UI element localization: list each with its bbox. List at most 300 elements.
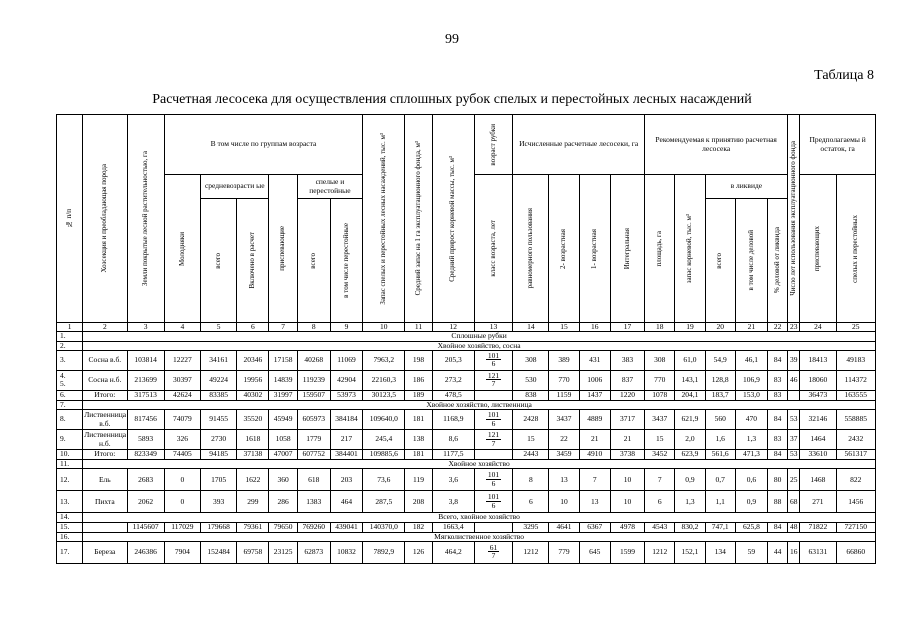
table-cell: 623,9 — [675, 450, 705, 460]
column-number: 17 — [610, 323, 644, 332]
table-cell: 618 — [297, 469, 330, 491]
table-cell: 91455 — [201, 410, 237, 430]
table-cell: 1058 — [269, 430, 297, 450]
table-cell: 53 — [788, 450, 800, 460]
table-cell: 163555 — [836, 390, 876, 400]
table-cell: 645 — [579, 541, 610, 563]
table-cell: 326 — [164, 430, 200, 450]
table-cell: 42904 — [330, 370, 362, 390]
header-cell: всего — [297, 199, 330, 323]
table-cell: 817456 — [127, 410, 164, 430]
table-cell: 119 — [405, 469, 432, 491]
table-cell: 66860 — [836, 541, 876, 563]
column-number: 14 — [513, 323, 549, 332]
table-cell: 464,2 — [432, 541, 474, 563]
column-number: 4 — [164, 323, 200, 332]
table-cell: 317513 — [127, 390, 164, 400]
table-cell: 13 — [549, 469, 579, 491]
table-cell: 213699 — [127, 370, 164, 390]
table-cell: 1618 — [237, 430, 269, 450]
header-cell: в том числе деловой — [735, 199, 767, 323]
table-cell: 431 — [579, 350, 610, 370]
table-cell: 0,9 — [735, 491, 767, 513]
table-cell: 779 — [549, 541, 579, 563]
table-cell: 14. — [57, 513, 83, 522]
table-cell: 179668 — [201, 522, 237, 532]
table-cell: 470 — [735, 410, 767, 430]
table-cell: 49224 — [201, 370, 237, 390]
table-cell: 1779 — [297, 430, 330, 450]
fraction-bottom: 6 — [491, 359, 496, 369]
age-class-fraction — [486, 431, 501, 447]
table-cell: 1599 — [610, 541, 644, 563]
table-cell: 7 — [579, 469, 610, 491]
table-cell: 119239 — [297, 370, 330, 390]
table-cell: 31997 — [269, 390, 297, 400]
table-cell: 79650 — [269, 522, 297, 532]
section-row — [57, 341, 876, 350]
header-cell: спелые и перестойные — [297, 175, 362, 199]
column-number: 5 — [201, 323, 237, 332]
table-cell: 217 — [330, 430, 362, 450]
table-cell: 53 — [788, 410, 800, 430]
table-cell: 83 — [768, 390, 788, 400]
table-cell: 37138 — [237, 450, 269, 460]
table-cell: 0,6 — [735, 469, 767, 491]
table-cell: 823349 — [127, 450, 164, 460]
table-cell: 1705 — [201, 469, 237, 491]
table-cell: 140370,0 — [363, 522, 405, 532]
header-cell: Земли покрытые лесной растительностью, га — [127, 115, 164, 323]
section-row — [57, 532, 876, 541]
table-cell: 7963,2 — [363, 350, 405, 370]
header-cell: возраст рубки — [474, 115, 512, 175]
fraction-top: 101 — [487, 410, 500, 420]
table-cell: 287,5 — [363, 491, 405, 513]
table-cell: 8. — [57, 410, 83, 430]
table-cell: 770 — [549, 370, 579, 390]
table-cell — [57, 370, 83, 390]
table-cell: 3459 — [549, 450, 579, 460]
table-cell: 3. — [57, 350, 83, 370]
table-cell: 84 — [768, 450, 788, 460]
table-cell: 2,0 — [675, 430, 705, 450]
table-cell: 1. — [57, 332, 83, 341]
fraction-bottom: 7 — [491, 379, 496, 389]
table-cell: 47007 — [269, 450, 297, 460]
table-cell: 1456 — [836, 491, 876, 513]
table-row — [57, 491, 876, 513]
table-cell: 143,1 — [675, 370, 705, 390]
section-row — [57, 513, 876, 522]
table-cell — [474, 430, 512, 450]
table-cell: 9. — [57, 430, 83, 450]
column-number: 21 — [735, 323, 767, 332]
table-cell: 205,3 — [432, 350, 474, 370]
table-cell: 22 — [549, 430, 579, 450]
table-cell: 49183 — [836, 350, 876, 370]
table-cell: 822 — [836, 469, 876, 491]
table-cell: 126 — [405, 541, 432, 563]
table-cell: 117029 — [164, 522, 200, 532]
table-cell: 14839 — [269, 370, 297, 390]
header-cell: класс возраста, лет — [474, 175, 512, 323]
table-cell: 159507 — [297, 390, 330, 400]
table-row — [57, 522, 876, 532]
table-cell: 44 — [768, 541, 788, 563]
table-cell: 10832 — [330, 541, 362, 563]
header-cell: в том числе перестойные — [330, 199, 362, 323]
table-cell: 561,6 — [705, 450, 735, 460]
table-cell: 308 — [645, 350, 675, 370]
column-number: 16 — [579, 323, 610, 332]
table-cell: 299 — [237, 491, 269, 513]
header-cell: средневозрасти ые — [201, 175, 269, 199]
fraction-top: 101 — [487, 350, 500, 360]
table-cell — [474, 522, 512, 532]
table-cell: Хвойное хозяйство, лиственница — [83, 400, 876, 409]
table-cell: 63131 — [800, 541, 836, 563]
table-cell — [474, 450, 512, 460]
table-cell: 109640,0 — [363, 410, 405, 430]
table-cell: 15. — [57, 522, 83, 532]
table-cell: 3,6 — [432, 469, 474, 491]
fraction-top: 121 — [487, 370, 500, 380]
table-cell: 42624 — [164, 390, 200, 400]
table-cell: 12. — [57, 469, 83, 491]
table-cell: 16. — [57, 532, 83, 541]
page-number: 99 — [445, 32, 459, 47]
section-row — [57, 400, 876, 409]
column-number: 18 — [645, 323, 675, 332]
table-cell: 34161 — [201, 350, 237, 370]
table-cell: Хвойное хозяйство, сосна — [83, 341, 876, 350]
table-cell — [788, 390, 800, 400]
table-cell: 62873 — [297, 541, 330, 563]
table-cell: 74405 — [164, 450, 200, 460]
column-number: 1 — [57, 323, 83, 332]
table-cell: Ель — [83, 469, 127, 491]
table-cell: 8 — [513, 469, 549, 491]
table-cell: 727150 — [836, 522, 876, 532]
header-cell: Включено в расчет — [237, 199, 269, 323]
column-number: 25 — [836, 323, 876, 332]
column-number: 8 — [297, 323, 330, 332]
table-cell: 10 — [610, 469, 644, 491]
table-cell: 1437 — [579, 390, 610, 400]
table-cell: Сплошные рубки — [83, 332, 876, 341]
table-cell: 46 — [788, 370, 800, 390]
table-cell: 189 — [405, 390, 432, 400]
table-cell: 464 — [330, 491, 362, 513]
table-cell: 94185 — [201, 450, 237, 460]
table-cell: 61,0 — [675, 350, 705, 370]
table-cell: 106,9 — [735, 370, 767, 390]
fraction-bottom: 6 — [491, 478, 496, 488]
table-cell: 109885,6 — [363, 450, 405, 460]
table-cell: 11069 — [330, 350, 362, 370]
table-cell: Лиственница н.б. — [84, 430, 127, 448]
table-cell: 18060 — [800, 370, 836, 390]
table-cell — [474, 350, 512, 370]
column-number: 2 — [83, 323, 127, 332]
table-cell: 84 — [768, 522, 788, 532]
table-cell: 1159 — [549, 390, 579, 400]
table-cell: 7904 — [164, 541, 200, 563]
table-cell: 79361 — [237, 522, 269, 532]
table-cell: 2. — [57, 341, 83, 350]
table-cell: 5893 — [127, 430, 164, 450]
table-cell: 30123,5 — [363, 390, 405, 400]
table-cell: 46,1 — [735, 350, 767, 370]
table-cell: 1,6 — [705, 430, 735, 450]
header-cell: всего — [705, 199, 735, 323]
header-cell: № п/п — [57, 115, 83, 323]
table-cell: 40268 — [297, 350, 330, 370]
table-cell: 80 — [768, 469, 788, 491]
table-cell: 439041 — [330, 522, 362, 532]
row-number: 5. — [60, 379, 66, 389]
table-cell: 0,9 — [675, 469, 705, 491]
table-cell: 15 — [645, 430, 675, 450]
fraction-top: 121 — [487, 430, 500, 440]
age-class-fraction — [486, 493, 501, 509]
table-cell: 186 — [405, 370, 432, 390]
table-cell: 84 — [768, 350, 788, 370]
table-cell: 389 — [549, 350, 579, 370]
table-cell: 88 — [768, 491, 788, 513]
table-cell: 830,2 — [675, 522, 705, 532]
table-cell: 208 — [405, 491, 432, 513]
header-cell: В том числе по группам возраста — [164, 115, 362, 175]
table-cell: 13. — [57, 491, 83, 513]
table-cell: 625,8 — [735, 522, 767, 532]
table-cell: 10. — [57, 450, 83, 460]
header-cell: всего — [201, 199, 237, 323]
table-cell: 84 — [768, 410, 788, 430]
table-cell: 558885 — [836, 410, 876, 430]
table-cell: 1212 — [645, 541, 675, 563]
table-cell: 152484 — [201, 541, 237, 563]
table-cell: 3452 — [645, 450, 675, 460]
header-cell: Средний запас на 1 га эксплуатационного фонда, м³ — [405, 115, 432, 323]
table-cell: 384184 — [330, 410, 362, 430]
table-row — [57, 450, 876, 460]
table-cell: 4889 — [579, 410, 610, 430]
table-cell: 1212 — [513, 541, 549, 563]
table-row — [57, 410, 876, 430]
table-cell: 23125 — [269, 541, 297, 563]
table-cell: 181 — [405, 450, 432, 460]
table-cell: 74079 — [164, 410, 200, 430]
table-cell: 360 — [269, 469, 297, 491]
table-cell: 770 — [645, 370, 675, 390]
table-cell: 246386 — [127, 541, 164, 563]
table-cell: 838 — [513, 390, 549, 400]
column-number-row — [57, 323, 876, 332]
table-cell — [474, 410, 512, 430]
table-cell: Лиственница в.б. — [84, 410, 127, 428]
header-cell: запас корневой, тыс. м³ — [675, 175, 705, 323]
table-cell: 1464 — [800, 430, 836, 450]
table-cell: 33610 — [800, 450, 836, 460]
table-cell: 25 — [788, 469, 800, 491]
table-cell — [474, 370, 512, 390]
table-cell: 4641 — [549, 522, 579, 532]
table-cell: 621,9 — [675, 410, 705, 430]
table-cell: Пихта — [83, 491, 127, 513]
table-cell: 2062 — [127, 491, 164, 513]
table-cell: Хвойное хозяйство — [83, 460, 876, 469]
fraction-bottom: 7 — [491, 551, 496, 561]
table-cell: 11. — [57, 460, 83, 469]
table-cell: 19956 — [237, 370, 269, 390]
table-cell: 605973 — [297, 410, 330, 430]
table-cell: 1,1 — [705, 491, 735, 513]
header-cell: % деловой от ликвида — [768, 199, 788, 323]
table-cell: 2443 — [513, 450, 549, 460]
table-cell: 271 — [800, 491, 836, 513]
table-cell: Всего, хвойное хозяйство — [83, 513, 876, 522]
table-title: Расчетная лесосека для осуществления сплошных рубок спелых и перестойных лесных насаждений — [152, 92, 752, 107]
table-cell: 13 — [579, 491, 610, 513]
table-cell: 4910 — [579, 450, 610, 460]
table-row — [57, 390, 876, 400]
column-number: 23 — [788, 323, 800, 332]
age-class-fraction — [486, 411, 501, 427]
table-cell: 32146 — [800, 410, 836, 430]
fraction-top: 61 — [489, 542, 498, 552]
table-cell: 183,7 — [705, 390, 735, 400]
table-cell: 36473 — [800, 390, 836, 400]
table-cell: 17. — [57, 541, 83, 563]
table-cell: 181 — [405, 410, 432, 430]
table-cell: 71822 — [800, 522, 836, 532]
header-cell: Хозсекция и преобладающая порода — [83, 115, 127, 323]
table-cell: 16 — [788, 541, 800, 563]
table-cell: 7 — [645, 469, 675, 491]
column-number: 19 — [675, 323, 705, 332]
table-cell: 203 — [330, 469, 362, 491]
table-cell: 83 — [768, 370, 788, 390]
table-cell: Мягколиственное хозяйство — [83, 532, 876, 541]
table-cell: 3437 — [645, 410, 675, 430]
table-cell: 1168,9 — [432, 410, 474, 430]
header-cell: равномерного пользования — [513, 175, 549, 323]
table-cell: 103814 — [127, 350, 164, 370]
table-cell: Береза — [83, 541, 127, 563]
column-number: 7 — [269, 323, 297, 332]
table-cell: 607752 — [297, 450, 330, 460]
section-row — [57, 460, 876, 469]
table-cell: 30397 — [164, 370, 200, 390]
table-cell: 134 — [705, 541, 735, 563]
table-cell: 0,7 — [705, 469, 735, 491]
table-cell — [474, 469, 512, 491]
table-cell: 1,3 — [735, 430, 767, 450]
column-number: 6 — [237, 323, 269, 332]
table-cell: 3738 — [610, 450, 644, 460]
table-cell: 1145607 — [127, 522, 164, 532]
table-cell: 530 — [513, 370, 549, 390]
header-cell: приспевающих — [800, 175, 836, 323]
column-number: 13 — [474, 323, 512, 332]
table-cell: 83385 — [201, 390, 237, 400]
table-cell: 39 — [788, 350, 800, 370]
header-cell: Число лет использования эксплуатационного фонда — [788, 115, 800, 323]
table-cell: 245,4 — [363, 430, 405, 450]
header-cell: спелых и перестойных — [836, 175, 876, 323]
header-cell: Предполагаемы й остаток, га — [800, 115, 876, 175]
table-cell: 45949 — [269, 410, 297, 430]
age-class-fraction — [486, 372, 501, 388]
column-number: 20 — [705, 323, 735, 332]
header-cell: в ликвиде — [705, 175, 788, 199]
table-cell: 73,6 — [363, 469, 405, 491]
table-label: Таблица 8 — [814, 68, 874, 83]
table-cell: 3437 — [549, 410, 579, 430]
table-cell: 7. — [57, 400, 83, 409]
table-cell: 6367 — [579, 522, 610, 532]
table-cell: 0 — [164, 469, 200, 491]
header-cell: 2- возрастная — [549, 175, 579, 323]
table-cell: 273,2 — [432, 370, 474, 390]
table-cell: 152,1 — [675, 541, 705, 563]
table-cell: 40302 — [237, 390, 269, 400]
forest-cut-table — [56, 114, 876, 564]
table-cell: 22160,3 — [363, 370, 405, 390]
table-row — [57, 469, 876, 491]
table-cell: 3,8 — [432, 491, 474, 513]
table-cell: 1383 — [297, 491, 330, 513]
fraction-top: 101 — [487, 470, 500, 480]
table-row — [57, 430, 876, 450]
table-cell: 1,3 — [675, 491, 705, 513]
table-cell: 15 — [513, 430, 549, 450]
header-cell: Исчисленные расчетные лесосеки, га — [513, 115, 645, 175]
table-row — [57, 370, 876, 390]
table-cell: 10 — [610, 491, 644, 513]
header-cell: Интегральная — [610, 175, 644, 323]
column-number: 9 — [330, 323, 362, 332]
table-cell: 2730 — [201, 430, 237, 450]
table-cell: 0 — [164, 491, 200, 513]
table-cell: 1177,5 — [432, 450, 474, 460]
table-cell: 12227 — [164, 350, 200, 370]
table-cell: 478,5 — [432, 390, 474, 400]
table-cell: 1006 — [579, 370, 610, 390]
header-cell: площадь, га — [645, 175, 675, 323]
table-cell: 1468 — [800, 469, 836, 491]
table-cell: 560 — [705, 410, 735, 430]
section-row — [57, 332, 876, 341]
age-class-fraction — [488, 544, 500, 560]
table-cell: 21 — [610, 430, 644, 450]
table-cell: 308 — [513, 350, 549, 370]
table-cell: 138 — [405, 430, 432, 450]
column-number: 11 — [405, 323, 432, 332]
table-cell: 53973 — [330, 390, 362, 400]
header-cell: Молодняки — [164, 175, 200, 323]
table-cell: 4543 — [645, 522, 675, 532]
table-cell: 6 — [513, 491, 549, 513]
table-cell: 393 — [201, 491, 237, 513]
table-cell: 1622 — [237, 469, 269, 491]
table-cell: 383 — [610, 350, 644, 370]
table-cell: 561317 — [836, 450, 876, 460]
fraction-bottom: 7 — [491, 438, 496, 448]
age-class-fraction — [486, 352, 501, 368]
